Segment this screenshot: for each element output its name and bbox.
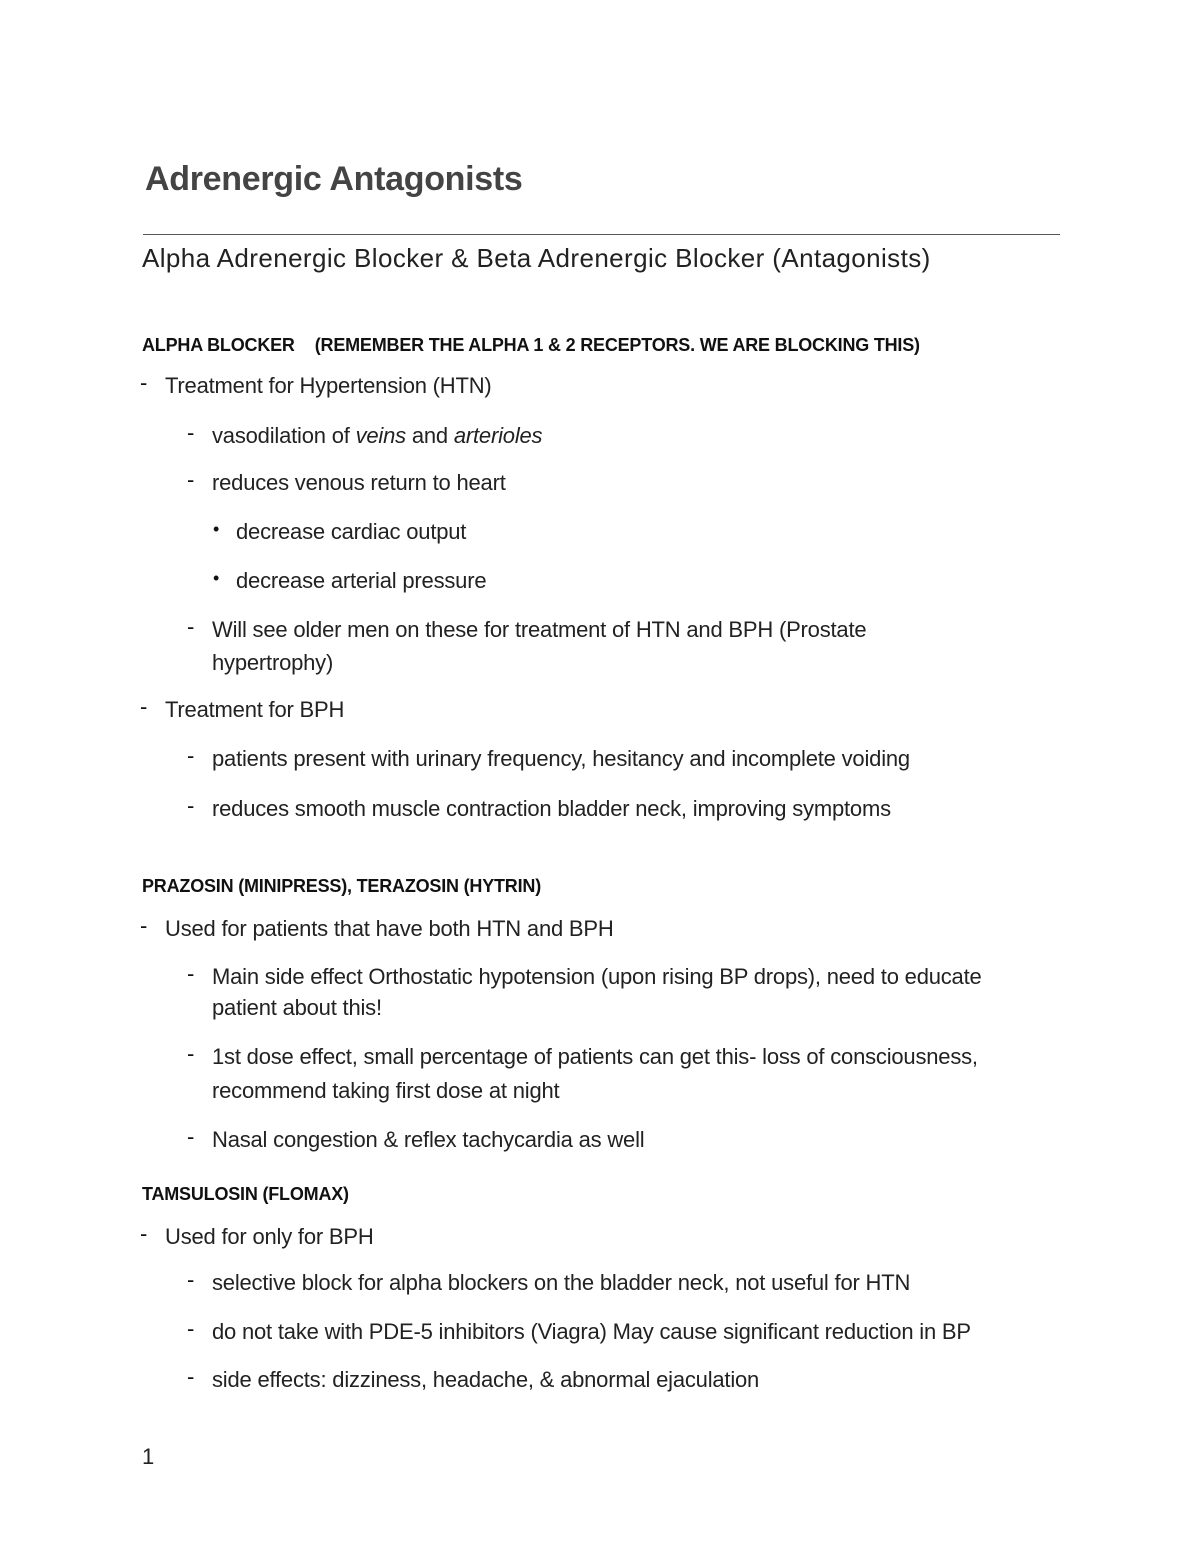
dash-marker: - [187, 420, 195, 445]
list-item-tamsulosin-used [140, 1221, 374, 1250]
section-heading-alpha-blocker [142, 335, 920, 356]
list-item-text: side effects: dizziness, headache, & abnormal ejaculation [212, 1367, 760, 1392]
bullet-marker: • [213, 519, 220, 539]
list-item-tamsulosin-pde5 [187, 1316, 971, 1345]
title-divider [143, 234, 1060, 235]
list-item-text: Used for patients that have both HTN and BPH [165, 916, 614, 941]
heading-label: ALPHA BLOCKER [142, 335, 295, 355]
bullet-marker: • [213, 568, 220, 588]
list-item-text: Main side effect Orthostatic hypotension (upon rising BP drops), need to educate [212, 964, 982, 989]
list-item-text: selective block for alpha blockers on the bladder neck, not useful for HTN [212, 1270, 911, 1295]
list-item-text: reduces venous return to heart [212, 470, 506, 495]
document-subtitle: Alpha Adrenergic Blocker & Beta Adrenergic Blocker (Antagonists) [142, 243, 931, 273]
dash-marker: - [187, 1364, 195, 1389]
list-item-text: and [405, 423, 454, 448]
list-item-tamsulosin-selective [187, 1267, 911, 1296]
dash-marker: - [187, 743, 195, 768]
page-number: 1 [142, 1444, 155, 1469]
list-item-reduces-venous [187, 467, 506, 496]
list-item-text: Used for only for BPH [165, 1224, 374, 1249]
list-item-text: do not take with PDE-5 inhibitors (Viagra) May cause significant reduction in BP [212, 1319, 971, 1344]
list-item-prazosin-used [140, 913, 614, 942]
document-title: Adrenergic Antagonists [145, 160, 523, 198]
section-heading-prazosin: PRAZOSIN (MINIPRESS), TERAZOSIN (HYTRIN) [142, 876, 542, 896]
dash-marker: - [140, 1221, 148, 1246]
emphasis-veins: veins [355, 423, 406, 448]
list-item-decrease-cardiac [213, 519, 467, 545]
list-item-prazosin-first-dose [187, 1041, 978, 1070]
list-item-text: reduces smooth muscle contraction bladder neck, improving symptoms [212, 796, 891, 821]
list-item-bph-present [187, 743, 910, 772]
emphasis-arterioles: arterioles [453, 423, 543, 448]
list-item-prazosin-nasal [187, 1124, 645, 1153]
list-item-text: Nasal congestion & reflex tachycardia as well [212, 1127, 645, 1152]
list-item-prazosin-side-effect [187, 961, 982, 990]
list-item-text: patients present with urinary frequency, hesitancy and incomplete voiding [212, 746, 910, 771]
list-item-text: Will see older men on these for treatment of HTN and BPH (Prostate [212, 617, 867, 642]
list-item-text: decrease cardiac output [236, 519, 467, 544]
list-item-bph-reduces [187, 793, 891, 822]
list-item-prazosin-side-effect-continued: patient about this! [212, 995, 382, 1020]
dash-marker: - [187, 1041, 195, 1066]
heading-note: (REMEMBER THE ALPHA 1 & 2 RECEPTORS. WE ARE BLOCKING THIS) [314, 335, 920, 355]
dash-marker: - [187, 1124, 195, 1149]
list-item-tamsulosin-side-effects [187, 1364, 760, 1393]
dash-marker: - [187, 614, 195, 639]
dash-marker: - [140, 694, 148, 719]
list-item-text: Treatment for BPH [165, 697, 345, 722]
list-item-vasodilation [187, 420, 543, 449]
dash-marker: - [187, 961, 195, 986]
list-item-treatment-bph [140, 694, 345, 723]
list-item-older-men-continued: hypertrophy) [212, 650, 334, 675]
list-item-text: vasodilation of [212, 423, 356, 448]
list-item-treatment-htn [140, 370, 492, 399]
list-item-text: Treatment for Hypertension (HTN) [165, 373, 492, 398]
dash-marker: - [187, 467, 195, 492]
dash-marker: - [187, 793, 195, 818]
dash-marker: - [140, 370, 148, 395]
section-heading-tamsulosin: TAMSULOSIN (FLOMAX) [142, 1184, 349, 1204]
list-item-older-men [187, 614, 867, 643]
dash-marker: - [187, 1267, 195, 1292]
list-item-text: 1st dose effect, small percentage of patients can get this- loss of consciousness, [212, 1044, 978, 1069]
list-item-text: decrease arterial pressure [236, 568, 487, 593]
list-item-prazosin-first-dose-continued: recommend taking first dose at night [212, 1078, 560, 1103]
list-item-decrease-arterial [213, 568, 487, 594]
dash-marker: - [140, 913, 148, 938]
dash-marker: - [187, 1316, 195, 1341]
